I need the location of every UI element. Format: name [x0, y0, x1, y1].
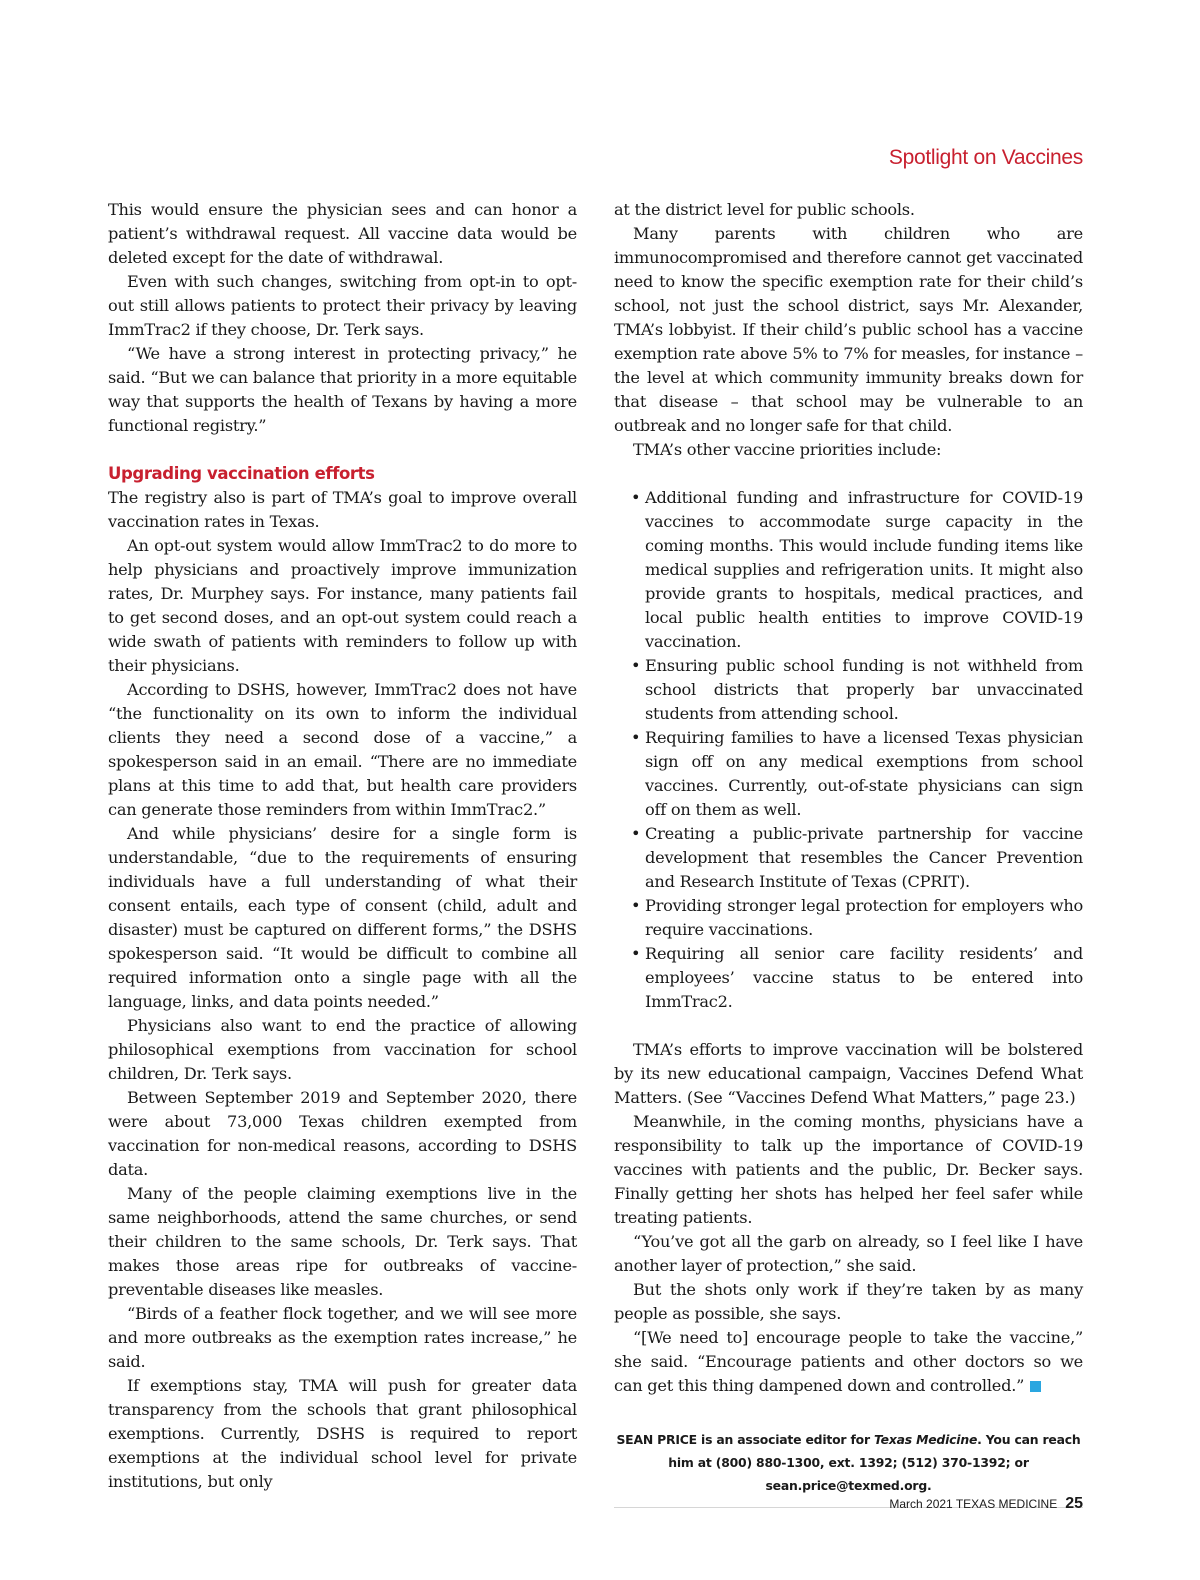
list-item: [614, 654, 1083, 726]
body-paragraph: Physicians also want to end the practice of allowing philosophical exemptions from vaccination for school children, Dr. Terk says.: [108, 1016, 577, 1083]
bullet-glyph: •: [631, 728, 641, 747]
body-paragraph: [614, 1326, 1083, 1398]
body-paragraph: “Birds of a feather flock together, and we will see more and more outbreaks as the exemption rates increase,” he said.: [108, 1304, 577, 1371]
list-item: [614, 822, 1083, 894]
body-paragraph: Even with such changes, switching from opt-in to opt-out still allows patients to protect their privacy by leaving ImmTrac2 if they choose, Dr. Terk says.: [108, 272, 577, 339]
body-paragraph: TMA’s efforts to improve vaccination will be bolstered by its new educational campaign, Vaccines Defend What Matters. (See “Vaccines Defend What Matters,” page 23.): [614, 1040, 1083, 1107]
body-paragraph: at the district level for public schools.: [614, 200, 915, 219]
body-paragraph: “You’ve got all the garb on already, so I feel like I have another layer of protection,” she said.: [614, 1232, 1083, 1275]
body-paragraph: The registry also is part of TMA’s goal to improve overall vaccination rates in Texas.: [108, 488, 577, 531]
body-paragraph: TMA’s other vaccine priorities include:: [633, 440, 942, 459]
issue-label: March 2021 TEXAS MEDICINE: [889, 1497, 1058, 1511]
body-paragraph: Meanwhile, in the coming months, physicians have a responsibility to talk up the importance of COVID-19 vaccines with patients and the public, Dr. Becker says. Finally getting her shots has helped her feel safer while treating patients.: [614, 1112, 1083, 1227]
list-item: [614, 942, 1083, 1014]
bullet-glyph: •: [631, 656, 641, 675]
right-column: [614, 198, 1083, 1508]
closing-text: “[We need to] encourage people to take the vaccine,” she said. “Encourage patients and other doctors so we can get this thing dampened down and controlled.”: [614, 1328, 1083, 1395]
list-item: [614, 486, 1083, 654]
section-label: Spotlight on Vaccines: [888, 146, 1083, 169]
list-item-text: Additional funding and infrastructure for COVID-19 vaccines to accommodate surge capacity in the coming months. This would include funding items like medical supplies and refrigeration units. It might also provide grants to hospitals, medical practices, and local public health entities to improve COVID-19 vaccination.: [645, 488, 1083, 651]
publication-name: Texas Medicine: [873, 1432, 978, 1447]
list-item-text: Requiring families to have a licensed Texas physician sign off on any medical exemptions from school vaccines. Currently, out-of-state physicians can sign off on them as well.: [645, 728, 1083, 819]
bullet-glyph: •: [631, 896, 641, 915]
bullet-glyph: •: [631, 944, 641, 963]
body-paragraph: “We have a strong interest in protecting privacy,” he said. “But we can balance that priority in a more equitable way that supports the health of Texans by having a more functional registry.”: [108, 344, 577, 435]
page-footer: [889, 1495, 1083, 1513]
body-paragraph: But the shots only work if they’re taken by as many people as possible, she says.: [614, 1280, 1083, 1323]
section-subhead: Upgrading vaccination efforts: [108, 464, 375, 483]
body-paragraph: Many parents with children who are immunocompromised and therefore cannot get vaccinated need to know the specific exemption rate for their child’s school, not just the school district, says Mr. Alexander, TMA’s lobbyist. If their child’s public school has a vaccine exemption rate above 5% to 7% for measles, for instance – the level at which community immunity breaks down for that disease – that school may be vulnerable to an outbreak and no longer safe for that child.: [614, 224, 1083, 435]
body-paragraph: According to DSHS, however, ImmTrac2 does not have “the functionality on its own to inform the individual clients they need a second dose of a vaccine,” a spokesperson said in an email. “There are no immediate plans at this time to add that, but health care providers can generate those reminders from within ImmTrac2.”: [108, 680, 577, 819]
bio-contact: . You can reach him at (800) 880-1300, ext. 1392; (512) 370-1392; or sean.price@texmed.org.: [668, 1432, 1081, 1493]
bullet-glyph: •: [631, 824, 641, 843]
end-mark-icon: [1030, 1381, 1041, 1392]
list-item: [614, 726, 1083, 822]
page-number: 25: [1065, 1495, 1083, 1512]
body-paragraph: And while physicians’ desire for a single form is understandable, “due to the requirements of ensuring individuals have a full understanding of what their consent entails, each type of consent (child, adult and disaster) must be captured on different forms,” the DSHS spokesperson said. “It would be difficult to combine all required information onto a single page with all the language, links, and data points needed.”: [108, 824, 577, 1011]
bullet-glyph: •: [631, 488, 641, 507]
body-paragraph: If exemptions stay, TMA will push for greater data transparency from the schools that grant philosophical exemptions. Currently, DSHS is required to report exemptions at the individual school level for private institutions, but only: [108, 1376, 577, 1491]
priorities-list: [614, 486, 1083, 1014]
body-paragraph: An opt-out system would allow ImmTrac2 to do more to help physicians and proactively improve immunization rates, Dr. Murphey says. For instance, many patients fail to get second doses, and an opt-out system could reach a wide swath of patients with reminders to follow up with their physicians.: [108, 536, 577, 675]
body-paragraph: Between September 2019 and September 2020, there were about 73,000 Texas children exempted from vaccination for non-medical reasons, according to DSHS data.: [108, 1088, 577, 1179]
list-item: [614, 894, 1083, 942]
list-item-text: Providing stronger legal protection for employers who require vaccinations.: [645, 896, 1083, 939]
list-item-text: Ensuring public school funding is not withheld from school districts that properly bar unvaccinated students from attending school.: [645, 656, 1083, 723]
body-paragraph: Many of the people claiming exemptions live in the same neighborhoods, attend the same churches, or send their children to the same schools, Dr. Terk says. That makes those areas ripe for outbreaks of vaccine-preventable diseases like measles.: [108, 1184, 577, 1299]
list-item-text: Creating a public-private partnership for vaccine development that resembles the Cancer Prevention and Research Institute of Texas (CPRIT).: [645, 824, 1083, 891]
bio-text: SEAN PRICE is an associate editor for: [616, 1432, 874, 1447]
body-paragraph: This would ensure the physician sees and can honor a patient’s withdrawal request. All vaccine data would be deleted except for the date of withdrawal.: [108, 200, 577, 267]
left-column: [108, 198, 577, 1494]
list-item-text: Requiring all senior care facility residents’ and employees’ vaccine status to be entered into ImmTrac2.: [645, 944, 1083, 1011]
